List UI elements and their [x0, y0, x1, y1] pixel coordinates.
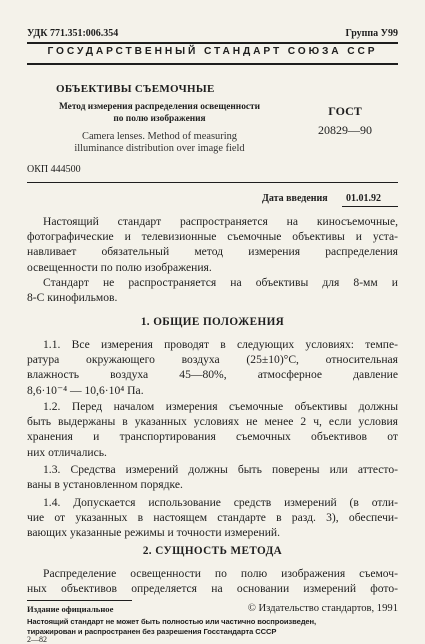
english-title-line1: Camera lenses. Method of measuring	[82, 131, 237, 142]
paragraph-1-1	[27, 337, 398, 398]
copyright-notice-line2: тиражирован и распространен без разрешения Госстандарта СССР	[27, 627, 277, 636]
text-line: освещенности по полю изображения.	[27, 260, 212, 274]
english-title-line2: illuminance distribution over image field	[74, 143, 245, 154]
document-subtitle-line2: по полю изображения	[113, 114, 206, 124]
group-code: Группа У99	[345, 28, 398, 39]
intro-paragraph-1	[27, 214, 398, 275]
top-rule	[27, 42, 398, 44]
document-subtitle-line1: Метод измерения распределения освещенности	[58, 102, 261, 112]
page-code: 2—82	[27, 635, 47, 644]
footer-rule	[27, 600, 132, 601]
title-rule	[27, 182, 398, 183]
text-line: ратура окружающего воздуха (25±10)°С, относительная	[27, 353, 398, 367]
copyright: © Издательство стандартов, 1991	[247, 603, 398, 614]
text-line: Настоящий стандарт распространяется на киносъемочные,	[43, 215, 398, 228]
paragraph-1-3	[27, 462, 398, 492]
intro-date-underline	[342, 206, 398, 207]
text-line: ных объективов определяется на основании измерений фото-	[27, 582, 398, 596]
gost-number: 20829—90	[318, 123, 372, 137]
official-edition: Издание официальное	[27, 604, 114, 614]
intro-date-label: Дата введения	[262, 193, 328, 204]
text-line: них отличались.	[27, 445, 107, 459]
paragraph-1-4	[27, 495, 398, 541]
paragraph-2-1	[27, 566, 398, 596]
text-line: 1.1. Все измерения проводят в следующих условиях: темпе-	[43, 338, 398, 351]
paragraph-1-2	[27, 399, 398, 460]
text-line: 1.4. Допускается использование средств измерений (в отли-	[43, 496, 398, 509]
text-line: 1.3. Средства измерений должны быть поверены или аттесто-	[43, 463, 398, 476]
intro-paragraph-2	[27, 275, 398, 305]
copyright-notice-line1: Настоящий стандарт не может быть полностью или частично воспроизведен,	[27, 617, 317, 626]
text-line: Распределение освещенности по полю изображения съемоч-	[43, 567, 398, 580]
text-line: Стандарт не распространяется на объективы для 8-мм и	[43, 276, 398, 289]
document-title: ОБЪЕКТИВЫ СЪЕМОЧНЫЕ	[56, 83, 215, 95]
text-line: 8-С кинофильмов.	[27, 291, 118, 305]
gost-label: ГОСТ	[328, 104, 362, 118]
intro-date-value: 01.01.92	[346, 193, 381, 204]
section-2-heading: 2. СУЩНОСТЬ МЕТОДА	[142, 545, 283, 557]
standard-banner: ГОСУДАРСТВЕННЫЙ СТАНДАРТ СОЮЗА ССР	[47, 46, 378, 57]
text-line: хранения и транспортирования съемочных объективов от	[27, 430, 398, 444]
text-line: влажность воздуха 45—80%, атмосферное давление	[27, 368, 398, 382]
okp-code: ОКП 444500	[27, 164, 81, 175]
text-line: 8,6·10⁻⁴ — 10,6·10⁴ Па.	[27, 383, 144, 397]
text-line: ваны в установленном порядке.	[27, 478, 183, 492]
udk-code: УДК 771.351:006.354	[27, 28, 119, 39]
text-line: фотографические и телевизионные съемочные объективы и уста-	[27, 230, 398, 244]
banner-rule	[27, 63, 398, 65]
text-line: быть выдержаны в указанных условиях не менее 2 ч, если условия	[27, 415, 398, 429]
text-line: навливает обязательный метод измерения распределения	[27, 245, 398, 259]
text-line: вающих указанные режимы и точности измерений.	[27, 526, 281, 540]
section-1-heading: 1. ОБЩИЕ ПОЛОЖЕНИЯ	[140, 316, 285, 328]
text-line: 1.2. Перед началом измерения съемочные объективы должны	[43, 400, 398, 413]
text-line: чие от указанных в настоящем стандарте в разд. 3), обеспечи-	[27, 511, 398, 525]
